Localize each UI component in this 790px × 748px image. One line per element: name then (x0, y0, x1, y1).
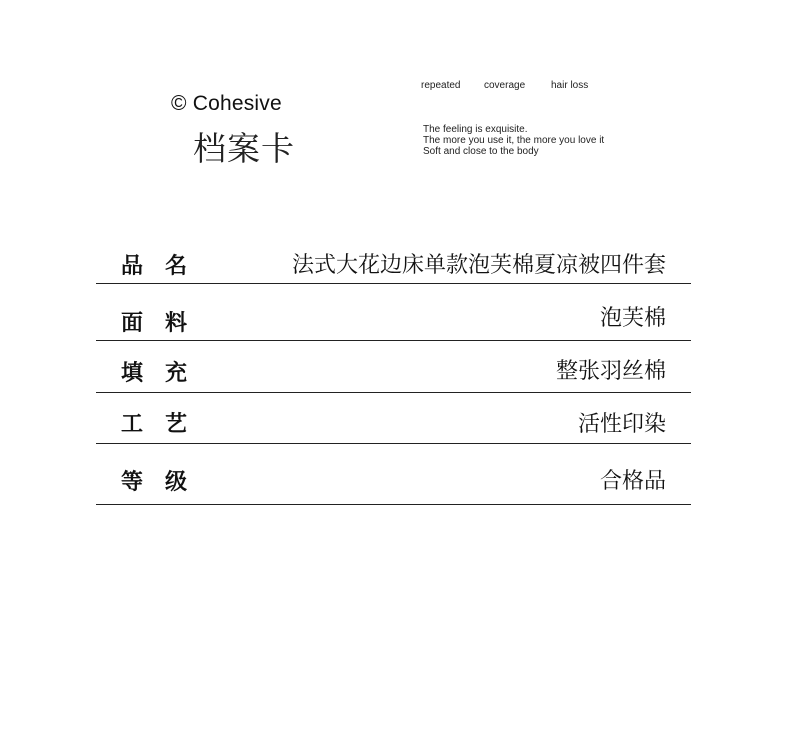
tag-coverage: coverage (484, 80, 526, 91)
spec-value: 整张羽丝棉 (555, 359, 666, 384)
spec-value: 法式大花边床单款泡芙棉夏凉被四件套 (291, 253, 666, 278)
card-title: 档案卡 (193, 129, 295, 168)
description-line: Soft and close to the body (423, 146, 539, 157)
spec-row-grade (96, 444, 691, 505)
description-line: The more you use it, the more you love it (423, 135, 605, 146)
spec-label: 工 艺 (121, 412, 188, 437)
tag-repeated: repeated (421, 80, 461, 91)
brand-logo: © Cohesive (171, 92, 282, 115)
spec-row-product-name (96, 238, 691, 284)
spec-label: 等 级 (121, 470, 188, 495)
spec-label: 品 名 (121, 254, 188, 279)
spec-value: 活性印染 (577, 412, 666, 437)
spec-table (96, 238, 691, 505)
spec-row-fabric (96, 284, 691, 341)
description-line: The feeling is exquisite. (423, 124, 528, 135)
description (423, 124, 604, 157)
tag-hair-loss: hair loss (551, 80, 589, 91)
spec-value: 合格品 (599, 469, 666, 494)
spec-label: 面 料 (121, 311, 188, 336)
spec-label: 填 充 (121, 361, 188, 386)
spec-row-filling (96, 341, 691, 393)
spec-value: 泡芙棉 (599, 306, 666, 331)
spec-row-craft (96, 393, 691, 444)
